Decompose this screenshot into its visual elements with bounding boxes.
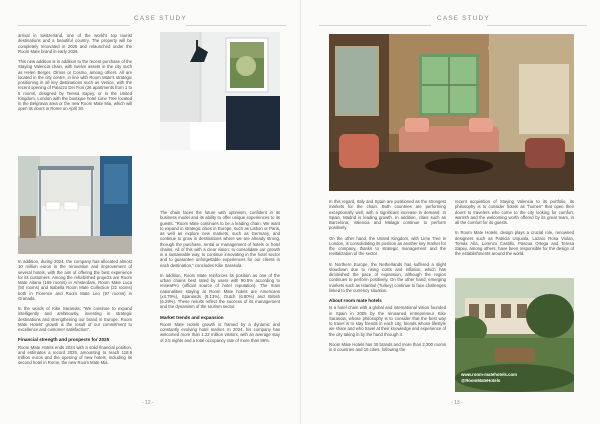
section-heading: About room mate hotels	[329, 298, 382, 303]
page-number-right: - 13 -	[451, 400, 463, 406]
right-page	[300, 0, 600, 424]
paragraph: In the words of Kike Sarasola: "We continue to expand intelligently and ambitiously, investing in strategic destinations and strengthening our brand in Europe. Room Mate Hotels' growth is the result of our commitment to excellence and customer satisfaction".	[18, 306, 132, 332]
header-rule-right-a	[319, 25, 431, 26]
page-header-right: CASE STUDY	[437, 15, 490, 22]
left-col2-text	[160, 210, 280, 348]
paragraph: recent acquisition of Staying Valencia to its portfolio, its philosophy is to consider hotels as "homes" that open their doors to travelers who come to the city looking for comfort, warmth and the welcoming worth offered by its great team, in all the comfort for its guests.	[455, 199, 574, 225]
lamp-wall-photo	[160, 32, 280, 150]
right-col1-text	[329, 199, 446, 357]
left-col1-bottom-text	[18, 259, 132, 371]
paragraph: Is a hotel chain with a global and international vision founded in Spain in 2005 by the renowned entrepreneur Kike Sarasola, whose philosophy is to consider that the best way to travel is to stay friends in each city; friends whose lifestyle we share and who travel at their knowledge and experience of the city taking in by the hand through it.	[329, 305, 446, 337]
paragraph: In Room Mate Hotels, design plays a crucial role, renowned designers such as Patricia Urquiola, Lazaro Rosa Violan, Tomás Alía, Lorenzo Castillo, Pascua Ortega and Teresa Sapey, among others, have been responsible for the design of the establishments around the world.	[455, 230, 574, 257]
paragraph: Room Mate Hotels ends 2024 with a solid financial position, and estimates a record 2025, amounting to reach 118.9 million euros and the opening of new hotels, including its second hotel in Rome, the new Room Mate Mia.	[18, 344, 132, 366]
section-heading: Market trends and expansion	[160, 314, 224, 320]
lounge-photo	[329, 34, 574, 191]
header-rule-right-b	[487, 25, 587, 26]
paragraph: The chain faces the future with optimism, confident in its business model and its ability to offer unique experiences to its guests. "Room Mate continues to be a leading chain. We want to expand in strategic cities in Europe, such as Lisbon or Paris, as well as explore new markets, such as Germany, and continue to grow in destinations where we are already strong, through the purchase, rental or management of hotels or hotel chains. All of this with a clear vision: to consolidate our growth in a sustainable way, to continue innovating in the hotel sector and to guarantee unforgettable experiences for our clients in each destination," concludes Kike Sarasola.	[160, 210, 280, 268]
section-heading: Financial strength and prospects for 2025	[18, 337, 110, 343]
header-rule-left-a	[18, 25, 130, 26]
paragraph: This new addition is in addition to the recent purchase of the Staying Valencia chain, with twelve assets in the city such as Helen Berger, Olmos or Cosmo, among others. All are located in the city centre, in line with Room Mate's strategic positioning in all key destinations such as Venice, with the recent opening of Palazzo Dei Fiori (26 apartments from 1 to 5 rooms, designed by Teresa Sapey, or in the United Kingdom, London with the boutique hotel Lime Tree located in the Belgravia area or the new Room Mate Mia, which will open its doors in Rome on April 30.	[18, 59, 132, 112]
bedroom-photo	[18, 156, 132, 254]
header-rule-left-b	[186, 25, 286, 26]
left-col1-top-text	[18, 33, 132, 117]
paragraph: In addition, Room Mate reinforces its position as one of the urban chains best rated by users with 90.5% according to reviewPro (official source of hotel reputation). The main nationalities staying at Room Mate hotels are Americans (x4.79%), Spaniards (8.13%), Dutch (6.80%) and British (6.29%). These results reflect the success of its management and the dynamism of the tourism sector.	[160, 272, 280, 310]
right-col2-text	[455, 199, 574, 262]
website-link[interactable]: www.room-matehotels.com	[461, 372, 517, 377]
paragraph: In addition, during 2024, the company has allocated almost 10 million euros in the renovation and improvement of several hotels, with the aim of offering the best experience for its customers. Among the refurbished projects are Room Mate Aitana (169 rooms) in Amsterdam, Room Mate Luca (50 rooms) and Isabella Room Mate Collection (22 rooms) both in Florence and Room Mate Leo (97 rooms) in Granada.	[18, 259, 132, 301]
page-header-left: CASE STUDY	[134, 15, 187, 22]
page-number-left: - 12 -	[142, 400, 154, 406]
paragraph: In this regard, Italy and Spain are positioned as the strongest markets for the chain. Both countries are performing exceptionally well, with a significant increase in demand. In Spain, Madrid is leading growth. In addition, cities such as Barcelona, Valencia and Malaga continue to perform positively.	[329, 199, 446, 231]
paragraph: Room Mate Hotels has 30 brands and more than 2,300 rooms in 6 countries and 15 cities, following the	[329, 341, 446, 352]
paragraph: On the other hand, the United Kingdom, with Lime Tree in London, is consolidating its position as another key market for the company, thanks to strategic management and the revitalization of the sector.	[329, 235, 446, 257]
social-handle: @RoomMateHotels	[461, 377, 501, 383]
paragraph: In Northern Europe, the Netherlands has suffered a slight slowdown due to rising costs and inflation, which has diminished the pace of expansion, although the region continues to perform positively. On the other hand, emerging markets such as Istanbul (Turkey) continue to face challenges linked to the currency situation.	[329, 261, 446, 293]
hotel-caption	[461, 372, 517, 383]
paragraph: arrival in Switzerland, one of the world's top tourist destinations and a beautiful country. The property will be completely renovated in 2025 and relaunched under the Room Mate brand in early 2026.	[18, 33, 132, 54]
paragraph: Room Mate Hotels growth is framed by a dynamic and constantly evolving hotel market. In 2024, his company has welcomed more than 1.22 million visitors, with an average stay of 2.5 nights and a total occupancy rate of more than 86%.	[160, 321, 280, 343]
